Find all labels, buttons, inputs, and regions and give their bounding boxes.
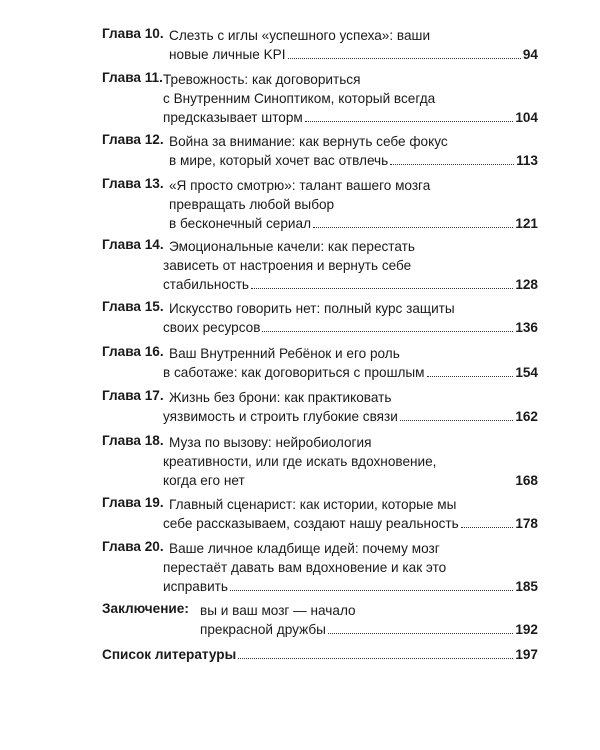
dot-leader: [251, 288, 513, 289]
dot-leader: [305, 121, 514, 122]
dot-leader: [400, 420, 513, 421]
entry-last-line: когда его нет 168: [163, 470, 538, 491]
dot-leader: [230, 590, 513, 591]
page-number: 104: [515, 110, 538, 125]
page-number: 154: [515, 365, 538, 380]
chapter-label: Глава 19.: [102, 495, 164, 510]
entry-last-line: [102, 644, 538, 665]
page-number: 128: [515, 277, 538, 292]
chapter-label: Глава 11.: [102, 70, 163, 85]
entry-last-line: стабильность 128: [163, 274, 538, 295]
dot-leader: [461, 527, 514, 528]
chapter-label: Глава 17.: [102, 388, 164, 403]
entry-line: Слезть с иглы «успешного успеха»: ваши: [169, 28, 431, 43]
page-number: 185: [515, 579, 538, 594]
entry-last-line: предсказывает шторм 104: [163, 107, 538, 128]
entry-line: Эмоциональные качели: как перестать: [169, 239, 415, 254]
page-number: 162: [515, 409, 538, 424]
entry-line: превращать любой выбор: [169, 197, 335, 212]
entry-line: Муза по вызову: нейробиология: [169, 435, 372, 450]
entry-last-line: в мире, который хочет вас отвлечь 113: [169, 150, 538, 171]
entry-line: «Я просто смотрю»: талант вашего мозга: [169, 178, 431, 193]
dot-leader: [247, 484, 514, 485]
page-number: 136: [515, 320, 538, 335]
entry-line: Жизнь без брони: как практиковать: [169, 390, 392, 405]
entry-line: Главный сценарист: как истории, которые мы: [169, 497, 457, 512]
entry-last-line: новые личные KPI 94: [169, 44, 538, 65]
dot-leader: [313, 227, 513, 228]
page-number: 178: [515, 516, 538, 531]
entry-line: вы и ваш мозг — начало: [200, 603, 356, 618]
chapter-label: Глава 10.: [102, 26, 164, 41]
dot-leader: [390, 164, 514, 165]
entry-last-line: уязвимость и строить глубокие связи 162: [163, 406, 538, 427]
entry-last-line: своих ресурсов 136: [163, 317, 538, 338]
chapter-label: Глава 18.: [102, 433, 164, 448]
dot-leader: [328, 633, 513, 634]
chapter-label: Глава 15.: [102, 299, 164, 314]
bibliography-label: Список литературы: [102, 647, 237, 662]
page-number: 197: [515, 647, 538, 662]
chapter-label: Глава 12.: [102, 132, 164, 147]
entry-line: зависеть от настроения и вернуть себе: [163, 258, 412, 273]
entry-line: креативности, или где искать вдохновение,: [163, 454, 437, 469]
dot-leader: [288, 58, 521, 59]
entry-line: Война за внимание: как вернуть себе фокус: [169, 134, 448, 149]
entry-last-line: в саботаже: как договориться с прошлым 154: [163, 362, 538, 383]
entry-last-line: в бесконечный сериал 121: [169, 213, 538, 234]
entry-last-line: себе рассказываем, создают нашу реальность 178: [163, 513, 538, 534]
page-number: 192: [515, 622, 538, 637]
conclusion-label: Заключение:: [102, 601, 189, 616]
dot-leader: [262, 331, 513, 332]
entry-line: перестаёт давать вам вдохновение и как это: [163, 560, 447, 575]
entry-line: Искусство говорить нет: полный курс защиты: [169, 301, 455, 316]
chapter-label: Глава 13.: [102, 176, 164, 191]
page-number: 168: [515, 473, 538, 488]
entry-line: Ваше личное кладбище идей: почему мозг: [169, 541, 440, 556]
dot-leader: [238, 658, 513, 659]
page-number: 121: [515, 216, 538, 231]
entry-line: с Внутренним Синоптиком, который всегда: [163, 91, 436, 106]
chapter-label: Глава 20.: [102, 539, 164, 554]
chapter-label: Глава 14.: [102, 237, 164, 252]
entry-line: Тревожность: как договориться: [163, 72, 361, 87]
entry-line: Ваш Внутренний Ребёнок и его роль: [169, 346, 400, 361]
chapter-label: Глава 16.: [102, 344, 164, 359]
entry-last-line: прекрасной дружбы 192: [200, 619, 538, 640]
dot-leader: [427, 376, 514, 377]
entry-last-line: исправить 185: [163, 576, 538, 597]
page-number: 94: [522, 47, 538, 62]
page-number: 113: [516, 153, 538, 168]
